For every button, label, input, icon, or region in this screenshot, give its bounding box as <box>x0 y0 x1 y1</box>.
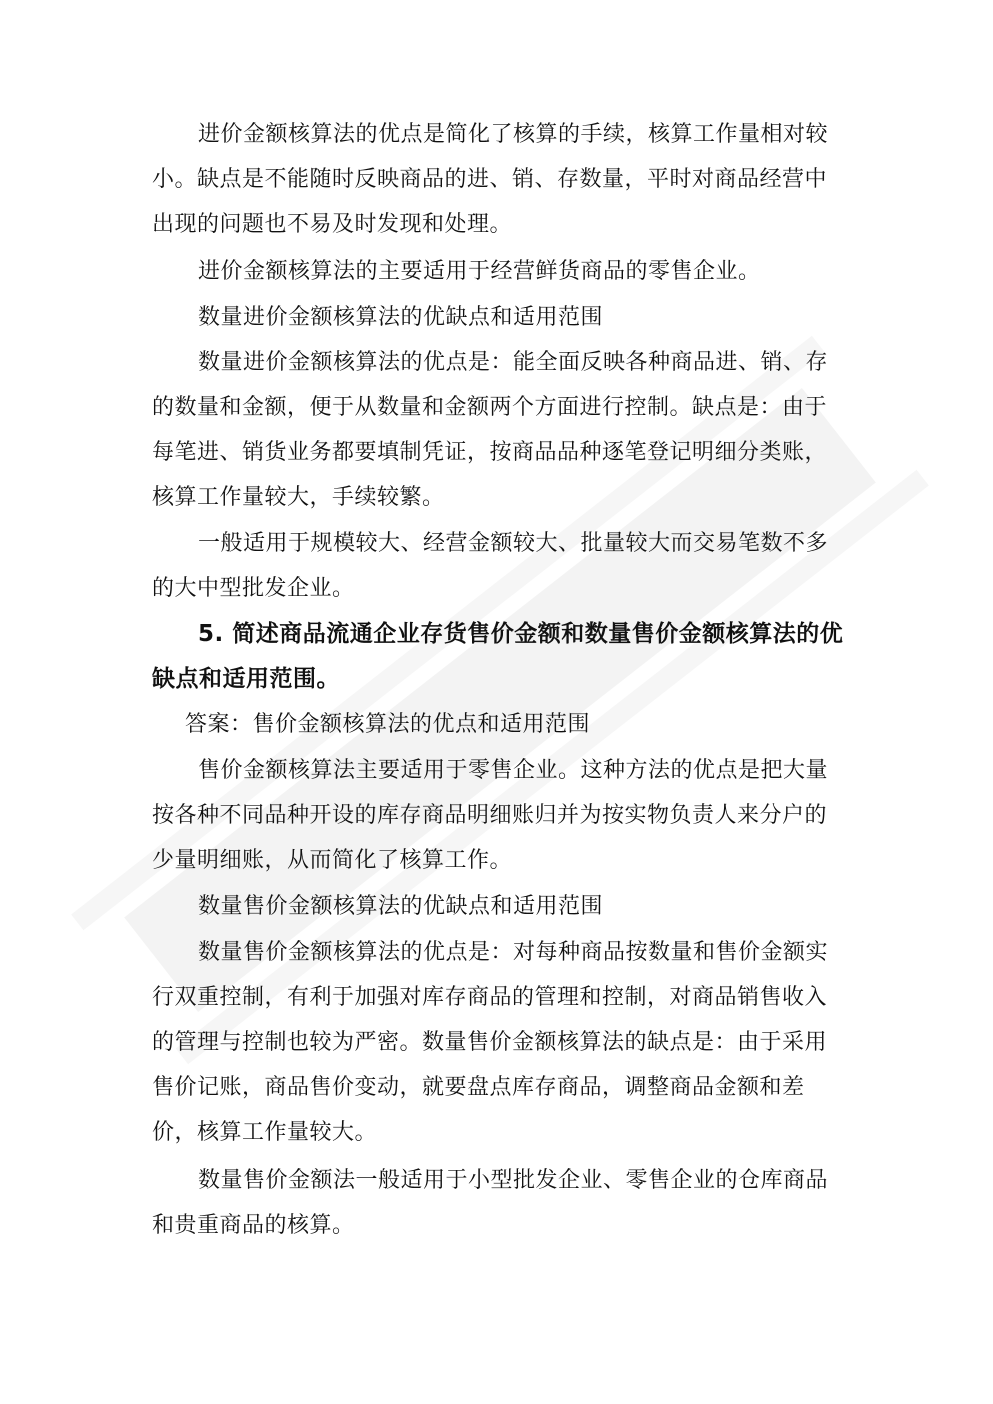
answer-line: 答案：售价金额核算法的优点和适用范围 <box>185 712 591 737</box>
paragraph-5: 一般适用于规模较大、经营金额较大、批量较大而交易笔数不多的大中型批发企业。 <box>152 531 829 601</box>
paragraph-6: 售价金额核算法主要适用于零售企业。这种方法的优点是把大量按各种不同品种开设的库存商品明细账归并为按实物负责人来分户的少量明细账，从而简化了核算工作。 <box>152 758 829 873</box>
paragraph-4: 数量进价金额核算法的优点是：能全面反映各种商品进、销、存的数量和金额，便于从数量和金额两个方面进行控制。缺点是：由于每笔进、销货业务都要填制凭证，按商品品种逐笔登记明细分类账，核算工作量较大，手续较繁。 <box>152 350 829 510</box>
paragraph-7-heading: 数量售价金额核算法的优缺点和适用范围 <box>198 894 604 919</box>
paragraph-3-heading: 数量进价金额核算法的优缺点和适用范围 <box>198 305 604 330</box>
paragraph-2: 进价金额核算法的主要适用于经营鲜货商品的零售企业。 <box>198 259 761 284</box>
paragraph-1: 进价金额核算法的优点是简化了核算的手续，核算工作量相对较小。缺点是不能随时反映商品的进、销、存数量，平时对商品经营中出现的问题也不易及时发现和处理。 <box>152 122 829 237</box>
question-5-heading: 5. 简述商品流通企业存货售价金额和数量售价金额核算法的优缺点和适用范围。 <box>152 621 844 692</box>
paragraph-9: 数量售价金额法一般适用于小型批发企业、零售企业的仓库商品和贵重商品的核算。 <box>152 1168 829 1238</box>
paragraph-8: 数量售价金额核算法的优点是：对每种商品按数量和售价金额实行双重控制，有利于加强对库存商品的管理和控制，对商品销售收入的管理与控制也较为严密。数量售价金额核算法的缺点是：由于采用售价记账，商品售价变动，就要盘点库存商品，调整商品金额和差价，核算工作量较大。 <box>152 940 829 1145</box>
